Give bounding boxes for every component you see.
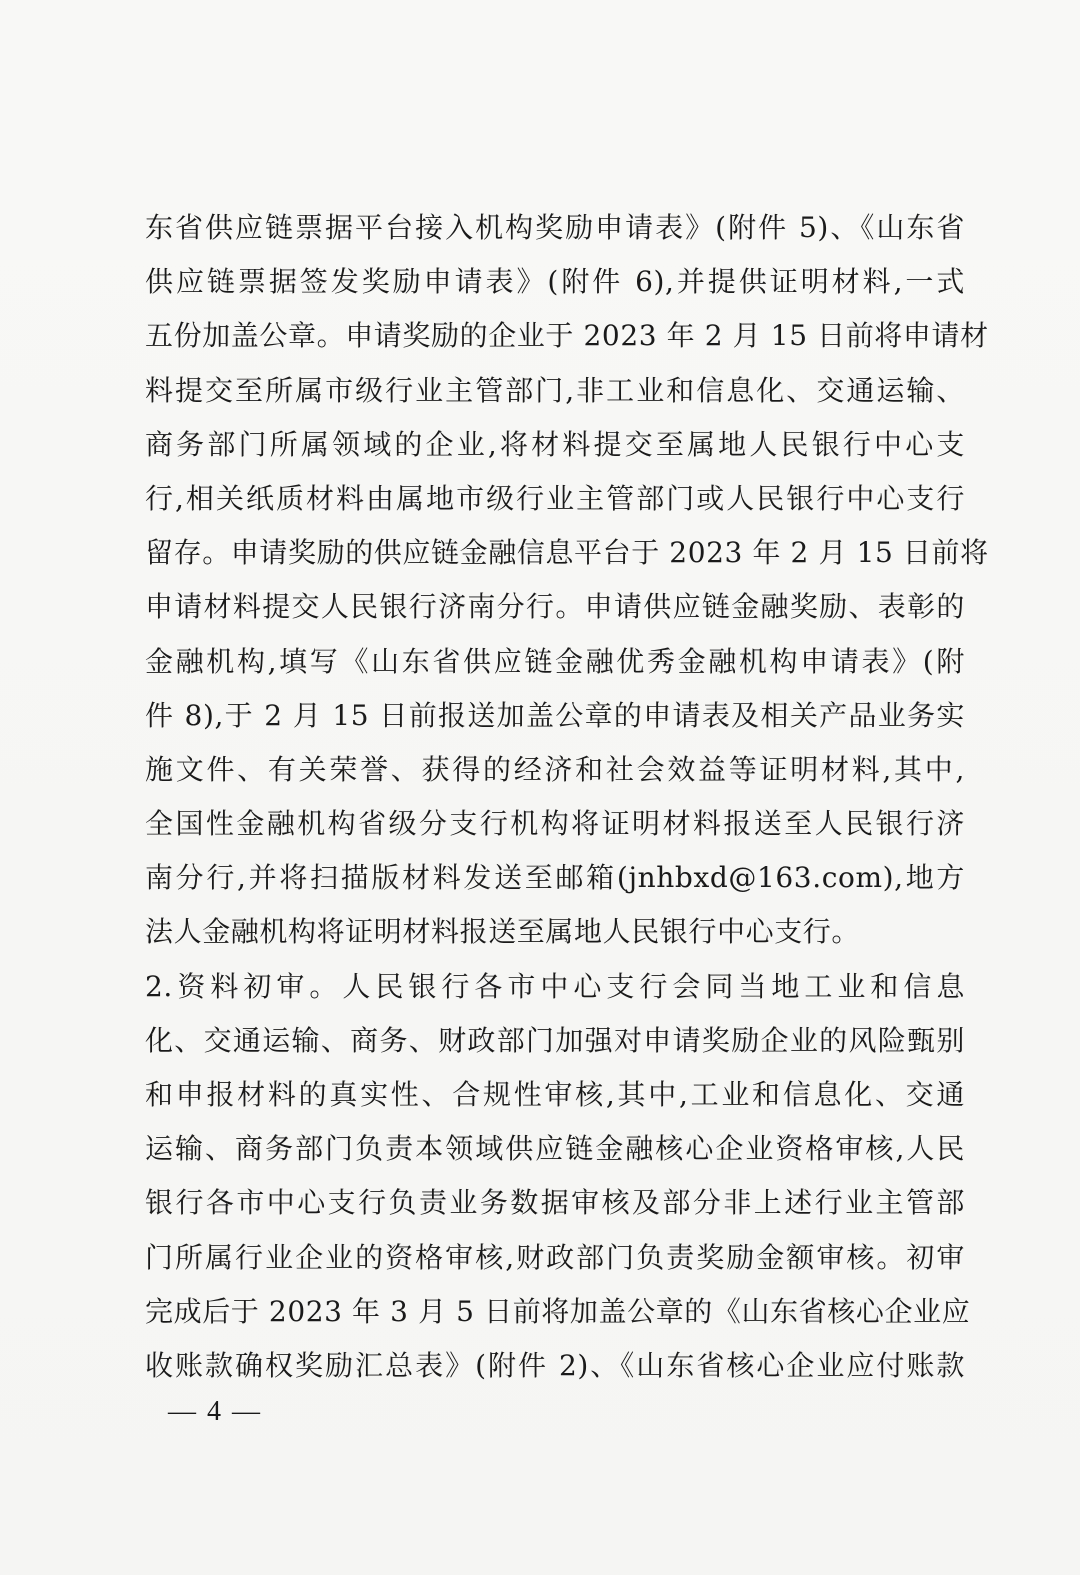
text-line: 供应链票据签发奖励申请表》(附件 6),并提供证明材料,一式 [145,265,965,299]
text-line: 料提交至所属市级行业主管部门,非工业和信息化、交通运输、 [145,373,965,407]
document-body [145,201,989,1393]
text-line: 完成后于 2023 年 3 月 5 日前将加盖公章的《山东省核心企业应 [145,1294,971,1328]
text-line: 件 8),于 2 月 15 日前报送加盖公章的申请表及相关产品业务实 [145,698,965,732]
text-line: 门所属行业企业的资格审核,财政部门负责奖励金额审核。初审 [145,1240,965,1274]
text-line: 五份加盖公章。申请奖励的企业于 2023 年 2 月 15 日前将申请材 [145,319,989,353]
text-line: 行,相关纸质材料由属地市级行业主管部门或人民银行中心支行 [145,481,965,515]
text-line: 金融机构,填写《山东省供应链金融优秀金融机构申请表》(附 [145,644,965,678]
text-line: 全国性金融机构省级分支行机构将证明材料报送至人民银行济 [145,807,965,841]
text-line: 化、交通运输、商务、财政部门加强对申请奖励企业的风险甄别 [145,1023,965,1057]
text-line: 商务部门所属领域的企业,将材料提交至属地人民银行中心支 [145,427,965,461]
text-line: 银行各市中心支行负责业务数据审核及部分非上述行业主管部 [145,1186,965,1220]
text-line: 运输、商务部门负责本领域供应链金融核心企业资格审核,人民 [145,1132,965,1166]
text-line: 留存。申请奖励的供应链金融信息平台于 2023 年 2 月 15 日前将 [145,536,989,570]
text-line: 2.资料初审。人民银行各市中心支行会同当地工业和信息 [145,969,965,1003]
page-number: — 4 — [168,1396,262,1427]
text-line: 和申报材料的真实性、合规性审核,其中,工业和信息化、交通 [145,1078,965,1111]
text-line: 施文件、有关荣誉、获得的经济和社会效益等证明材料,其中, [145,752,965,786]
text-line: 南分行,并将扫描版材料发送至邮箱(jnhbxd@163.com),地方 [145,861,965,895]
text-line: 申请材料提交人民银行济南分行。申请供应链金融奖励、表彰的 [145,590,965,624]
text-line: 法人金融机构将证明材料报送至属地人民银行中心支行。 [145,915,861,949]
text-line: 东省供应链票据平台接入机构奖励申请表》(附件 5)、《山东省 [145,211,965,244]
text-line: 收账款确权奖励汇总表》(附件 2)、《山东省核心企业应付账款 [145,1348,965,1382]
